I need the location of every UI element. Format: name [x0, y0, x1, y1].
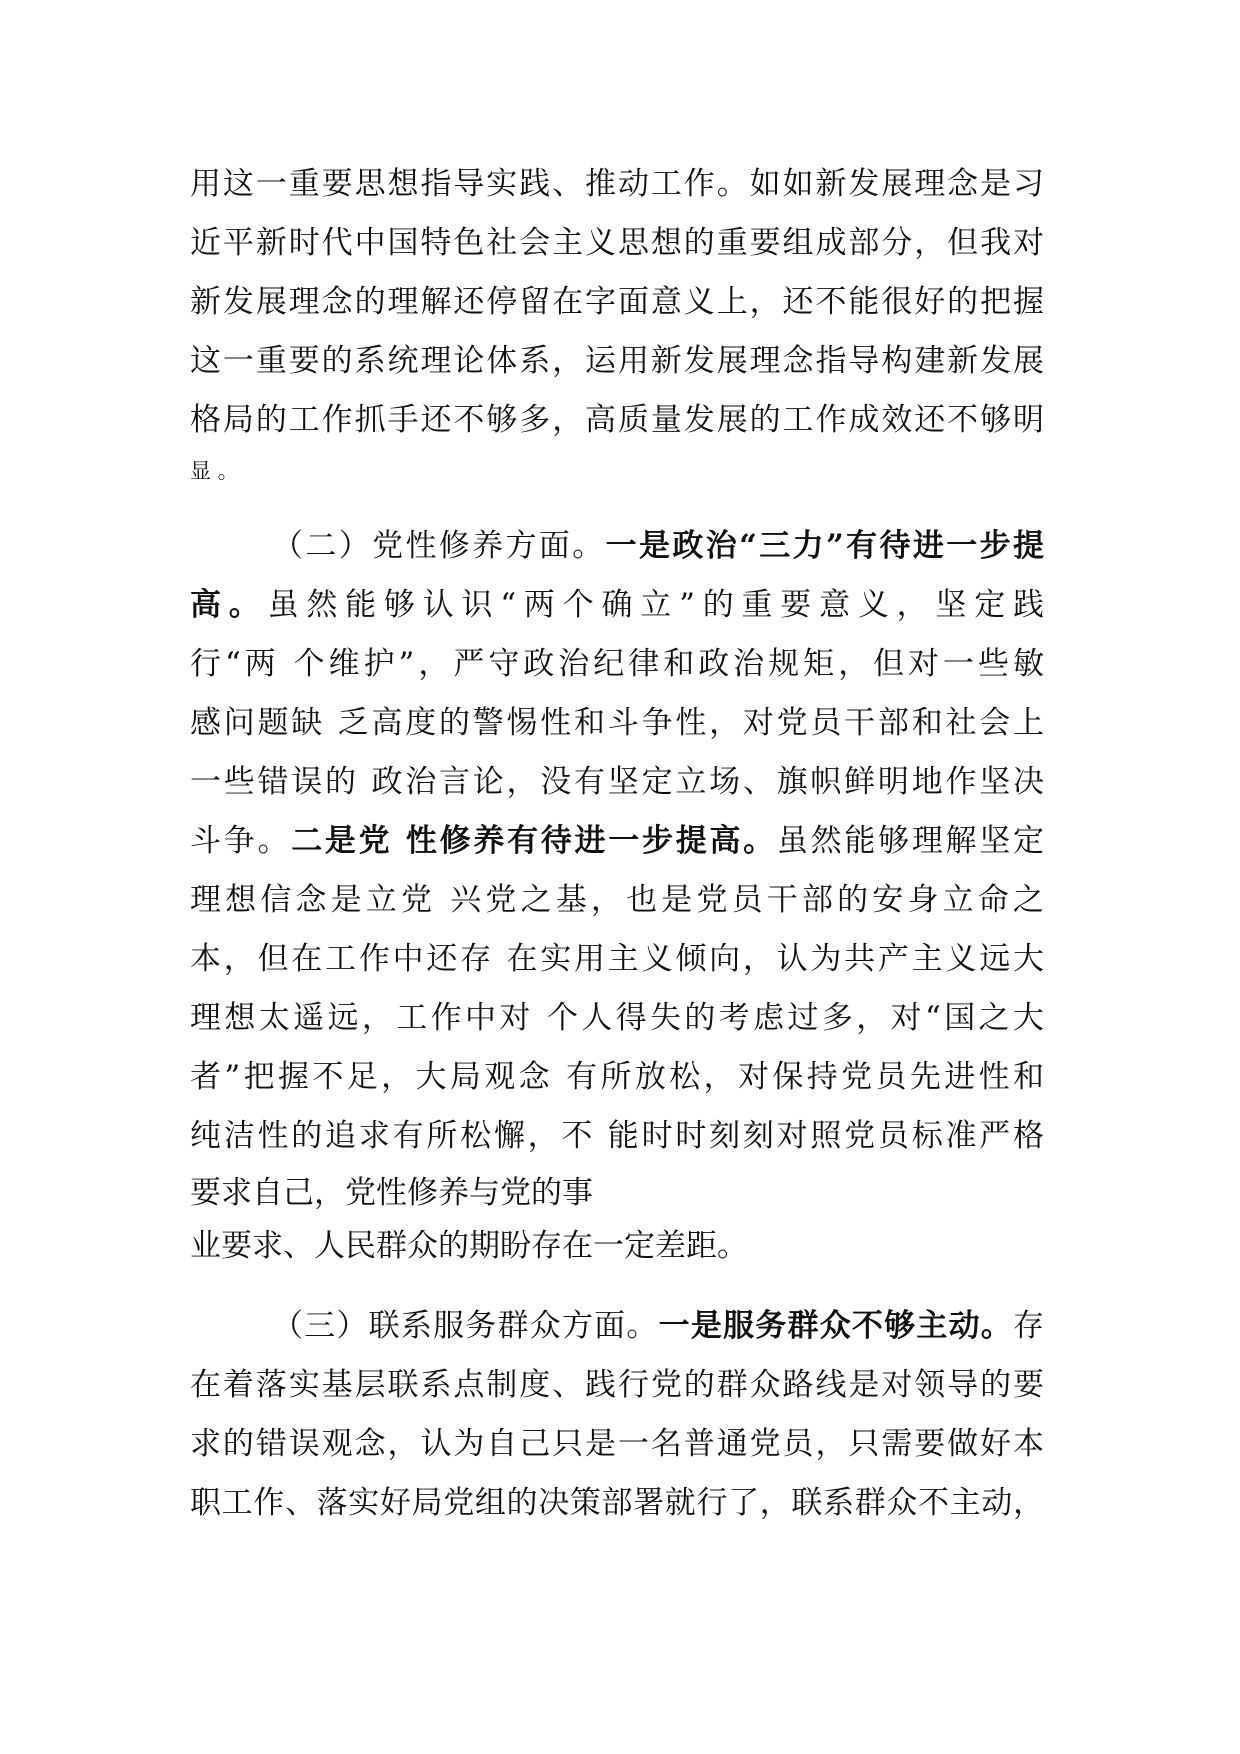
body-text-line: 格局的工作抓手还不够多，高质量发展的工作成效还不够明 [190, 402, 1044, 438]
point-title: 高。 [190, 587, 268, 623]
body-text-line: 理想太遥远，工作中对 个人得失的考虑过多，对“国之大 [190, 1000, 1044, 1036]
body-text-line: 用这一重要思想指导实践、推动工作。如如新发展理念是习 [190, 166, 1044, 202]
point-title: 一是服务群众不够主动。 [658, 1308, 1013, 1344]
body-text-line [190, 811, 1044, 871]
body-text-line: 新发展理念的理解还停留在字面意义上，还不能很好的把握 [190, 284, 1044, 320]
body-text-line: 纯洁性的追求有所松懈，不 能时时刻刻对照党员标准严格 [190, 1118, 1044, 1154]
point-title: 一是政治“三力”有待进一步提 [605, 528, 1044, 564]
body-text-line: 要求自己，党性修养与党的事 [190, 1175, 593, 1211]
body-text-line: 这一重要的系统理论体系，运用新发展理念指导构建新发展 [190, 343, 1044, 379]
body-text-line: 业要求、人民群众的期盼存在一定差距。 [190, 1228, 748, 1264]
body-text-line: 理想信念是立党 兴党之基，也是党员干部的安身立命之 [190, 882, 1044, 918]
body-text-line: 近平新时代中国特色社会主义思想的重要组成部分，但我对 [190, 225, 1044, 261]
body-text-line: 在着落实基层联系点制度、践行党的群众路线是对领导的要 [190, 1367, 1044, 1403]
body-text-line: 求的错误观念，认为自己只是一名普通党员，只需要做好本 [190, 1426, 1044, 1462]
body-text: 虽然能够认识“两个确立”的重要意义，坚定践 [267, 587, 1044, 623]
section-heading: （三）联系服务群众方面。 [272, 1308, 659, 1344]
body-text-line: 一些错误的 政治言论，没有坚定立场、旗帜鲜明地作坚决 [190, 764, 1044, 800]
body-text-line: 行“两 个维护”，严守政治纪律和政治规矩，但对一些敏 [190, 646, 1044, 682]
body-text-line: 感问题缺 乏高度的警惕性和斗争性，对党员干部和社会上 [190, 705, 1044, 741]
body-text: 存 [1013, 1308, 1044, 1344]
body-text-line: 显 。 [190, 459, 239, 483]
section-heading-line [272, 1296, 1044, 1356]
body-text-line: 本，但在工作中还存 在实用主义倾向，认为共产主义远大 [190, 941, 1044, 977]
body-text: 斗争。 [190, 823, 292, 859]
body-text-line: 者”把握不足，大局观念 有所放松，对保持党员先进性和 [190, 1059, 1044, 1095]
section-heading-line [272, 516, 1044, 576]
body-text-line: 职工作、落实好局党组的决策部署就行了，联系群众不主动， [190, 1485, 1044, 1521]
body-text-line [190, 575, 1044, 635]
body-text: 虽然能够理解坚定 [776, 823, 1045, 859]
section-heading: （二）党性修养方面。 [272, 528, 606, 564]
point-title: 二是党 性修养有待进一步提高。 [291, 823, 777, 859]
